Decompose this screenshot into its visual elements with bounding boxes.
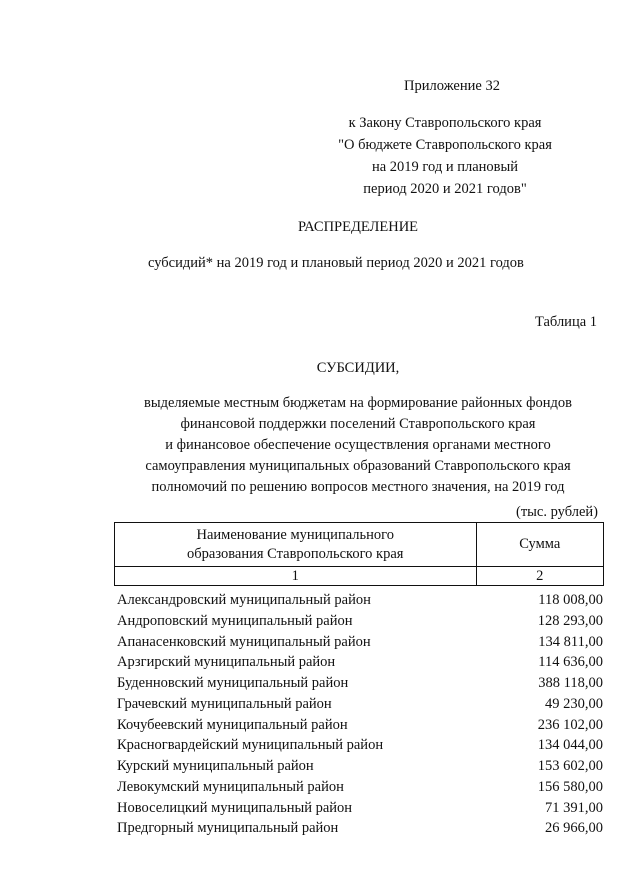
- table-row: [117, 735, 603, 756]
- section-description-line: полномочий по решению вопросов местного значения, на 2019 год: [151, 479, 565, 495]
- law-reference: [300, 112, 590, 200]
- subsidy-amount: 153 602,00: [537, 758, 603, 774]
- law-reference-line: к Закону Ставропольского края: [348, 115, 542, 131]
- table-row: [117, 652, 603, 673]
- table-body: [117, 590, 603, 839]
- section-description: [0, 393, 640, 498]
- subsidy-amount: 114 636,00: [538, 654, 603, 671]
- column-number-2: 2: [476, 567, 604, 586]
- subsidy-amount: 118 008,00: [538, 592, 603, 608]
- table-header: [114, 522, 604, 586]
- law-reference-line: на 2019 год и плановый: [371, 159, 519, 175]
- law-reference-line: "О бюджете Ставропольского края: [338, 137, 552, 153]
- subsidy-amount: 49 230,00: [545, 695, 603, 712]
- municipality-name: Красногвардейский муниципальный район: [117, 737, 384, 754]
- column-header-name: [115, 523, 477, 567]
- table-row: [117, 632, 603, 653]
- law-reference-line: период 2020 и 2021 годов": [363, 181, 527, 197]
- table-row: [117, 756, 603, 777]
- municipality-name: Левокумский муниципальный район: [117, 778, 344, 795]
- municipality-name: Буденновский муниципальный район: [117, 675, 349, 691]
- section-description-line: и финансовое обеспечение осуществления органами местного: [165, 437, 551, 453]
- table-row: [117, 798, 603, 819]
- document-title: РАСПРЕДЕЛЕНИЕ: [297, 219, 419, 235]
- subsidy-amount: 26 966,00: [545, 820, 603, 837]
- table-row: [117, 818, 603, 839]
- municipality-name: Новоселицкий муниципальный район: [117, 799, 353, 816]
- section-description-line: самоуправления муниципальных образований Ставропольского края: [145, 458, 571, 474]
- table-row: [117, 777, 603, 798]
- municipality-name: Кочубеевский муниципальный район: [117, 716, 348, 733]
- table-row: [117, 611, 603, 632]
- table-row: [117, 694, 603, 715]
- municipality-name: Апанасенковский муниципальный район: [117, 633, 371, 650]
- table-row: [117, 673, 603, 694]
- column-header-name-line: образования Ставропольского края: [187, 545, 404, 562]
- units-label: (тыс. рублей): [516, 504, 598, 520]
- section-description-line: выделяемые местным бюджетам на формирование районных фондов: [144, 395, 572, 411]
- appendix-number: Приложение 32: [404, 78, 500, 94]
- municipality-name: Курский муниципальный район: [117, 758, 314, 774]
- column-header-sum: Сумма: [476, 523, 604, 567]
- municipality-name: Андроповский муниципальный район: [117, 612, 353, 629]
- municipality-name: Арзгирский муниципальный район: [117, 654, 336, 671]
- document-subtitle: субсидий* на 2019 год и плановый период 2020 и 2021 годов: [148, 255, 524, 271]
- municipality-name: Грачевский муниципальный район: [117, 695, 332, 712]
- table-row: [117, 715, 603, 736]
- table-number: Таблица 1: [535, 314, 598, 330]
- subsidy-amount: 134 044,00: [537, 737, 603, 754]
- table-row: [117, 590, 603, 611]
- municipality-name: Александровский муниципальный район: [117, 592, 371, 608]
- subsidy-amount: 128 293,00: [537, 612, 603, 629]
- subsidy-amount: 388 118,00: [538, 675, 603, 691]
- subsidy-amount: 134 811,00: [538, 633, 603, 650]
- subsidy-amount: 156 580,00: [537, 778, 603, 795]
- column-number-1: 1: [115, 567, 477, 586]
- municipality-name: Предгорный муниципальный район: [117, 820, 339, 837]
- column-header-name-line: Наименование муниципального: [196, 526, 394, 543]
- section-description-line: финансовой поддержки поселений Ставропольского края: [180, 416, 536, 432]
- section-title: СУБСИДИИ,: [316, 360, 400, 376]
- subsidy-amount: 71 391,00: [545, 799, 603, 816]
- subsidy-amount: 236 102,00: [537, 716, 603, 733]
